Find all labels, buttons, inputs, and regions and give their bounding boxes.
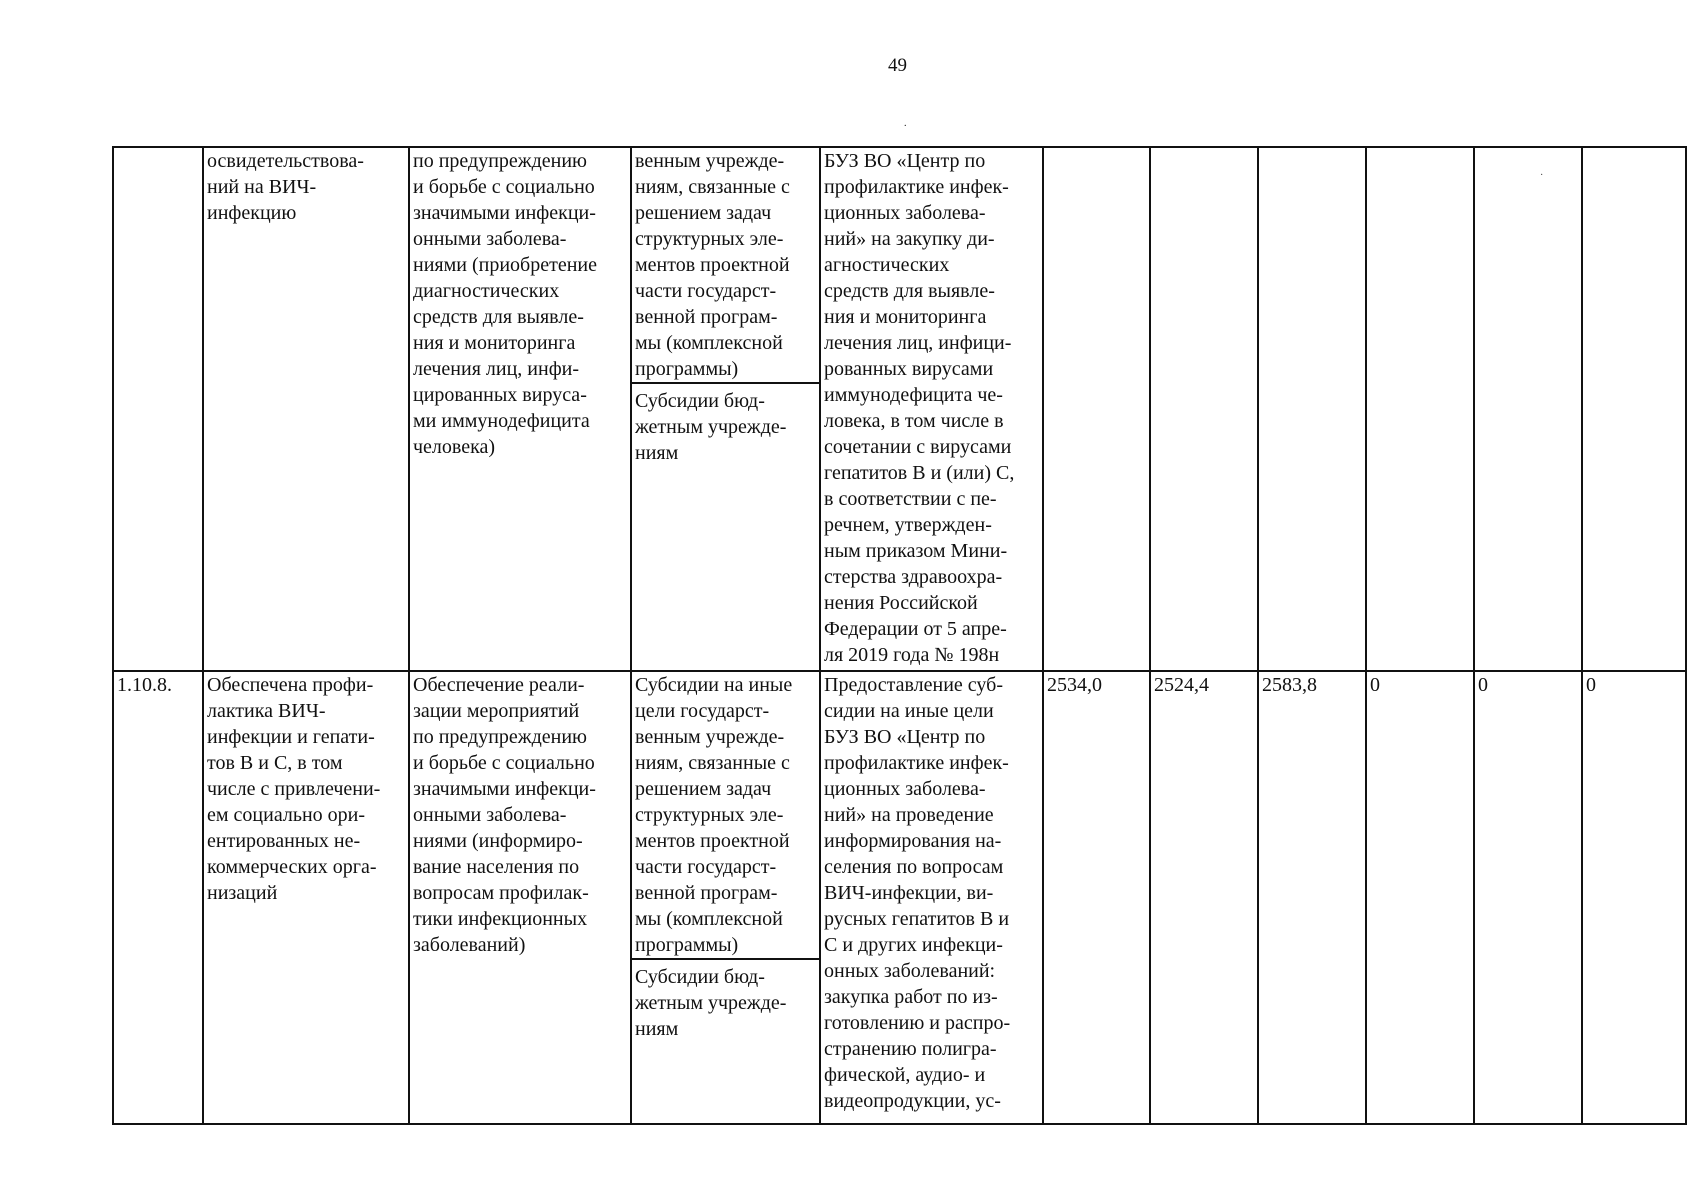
scan-speck: · bbox=[1540, 170, 1544, 181]
budget-table bbox=[112, 146, 1687, 1125]
result-cell: Обеспечена профи- лактика ВИЧ- инфекции и гепати- тов В и С, в том числе с привлечени- ем социально ори- ентированных не- коммерческих орга- низаций bbox=[203, 671, 409, 1124]
value-cell: 2583,8 bbox=[1258, 671, 1366, 1124]
event-cell: по предупреждению и борьбе с социально значимыми инфекци- онными заболева- ниями (приобретение диагностических средств для выявле- ния и мониторинга лечения лиц, инфи- цированных вируса- ми иммунодефицита человека) bbox=[409, 147, 631, 671]
value-cell: 0 bbox=[1366, 671, 1474, 1124]
subsidy-type-budget-institutions: Субсидии бюд- жетным учрежде- ниям bbox=[635, 966, 787, 1040]
value-cell bbox=[1474, 147, 1582, 671]
subsidy-type-cell bbox=[631, 671, 820, 1124]
subsidy-type-other-purposes: венным учрежде- ниям, связанные с решением задач структурных эле- ментов проектной части государст- венной програм- мы (комплексной программы) bbox=[632, 148, 819, 384]
description-cell: БУЗ ВО «Центр по профилактике инфек- ционных заболева- ний» на закупку ди- агностических средств для выявле- ния и мониторинга лечения лиц, инфици- рованных вирусами иммунодефицита че- ловека, в том числе в сочетании с вирусами гепатитов В и (или) С, в соответствии с пе- речнем, утвержден- ным приказом Мини- стерства здравоохра- нения Российской Федерации от 5 апре- ля 2019 года № 198н bbox=[820, 147, 1043, 671]
value-cell: 2534,0 bbox=[1043, 671, 1150, 1124]
row-number-cell: 1.10.8. bbox=[113, 671, 203, 1124]
table-row-1-10-8 bbox=[113, 671, 1686, 1124]
page-mark: . bbox=[904, 118, 907, 129]
table-row-continuation bbox=[113, 147, 1686, 671]
value-cell bbox=[1043, 147, 1150, 671]
event-cell: Обеспечение реали- зации мероприятий по предупреждению и борьбе с социально значимыми инфекци- онными заболева- ниями (информиро- вание населения по вопросам профилак- тики инфекционных заболеваний) bbox=[409, 671, 631, 1124]
subsidy-type-cell bbox=[631, 147, 820, 671]
page-number: 49 bbox=[888, 55, 907, 76]
result-cell: освидетельствова- ний на ВИЧ- инфекцию bbox=[203, 147, 409, 671]
value-cell: 2524,4 bbox=[1150, 671, 1258, 1124]
row-number-cell bbox=[113, 147, 203, 671]
value-cell bbox=[1366, 147, 1474, 671]
value-cell: 0 bbox=[1582, 671, 1686, 1124]
subsidy-type-other-purposes: Субсидии на иные цели государст- венным учрежде- ниям, связанные с решением задач структурных эле- ментов проектной части государст- венной програм- мы (комплексной программы) bbox=[632, 672, 819, 960]
subsidy-type-budget-institutions: Субсидии бюд- жетным учрежде- ниям bbox=[635, 390, 787, 464]
value-cell bbox=[1582, 147, 1686, 671]
description-cell: Предоставление суб- сидии на иные цели БУЗ ВО «Центр по профилактике инфек- ционных заболева- ний» на проведение информирования на- селения по вопросам ВИЧ-инфекции, ви- русных гепатитов В и С и других инфекци- онных заболеваний: закупка работ по из- готовлению и распро- странению полигра- фической, аудио- и видеопродукции, ус- bbox=[820, 671, 1043, 1124]
value-cell bbox=[1258, 147, 1366, 671]
value-cell: 0 bbox=[1474, 671, 1582, 1124]
value-cell bbox=[1150, 147, 1258, 671]
